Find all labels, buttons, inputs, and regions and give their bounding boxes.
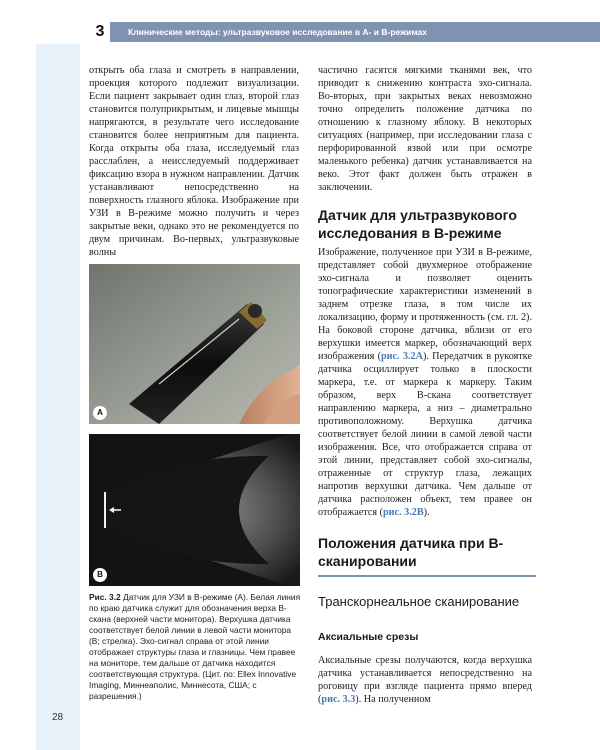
figure-photo-probe — [89, 264, 300, 424]
figure-bscan-image — [89, 434, 300, 586]
section-heading-probe: Датчик для ультразвукового исследования в В-режиме — [318, 207, 517, 241]
paragraph: открыть оба глаза и смотреть в направлении, проекция которого подлежит визуализации. Если пациент закрывает один глаз, второй глаз становится полуприкрытым, и лицевые мышцы напрягаются, в результате чего исследование становится более неприятным для пациента. Когда открыты оба глаза, исследуемый глаз расслаблен, а неисследуемый поддерживает фиксацию взора в нужном направлении. Датчик устанавливают непосредственно на поверхность глазного яблока. Изображение при УЗИ в В-режиме можно получить и через закрытые веки, однако это не рекомендуется по двум причинам. Во-первых, ультразвуковые волны — [89, 65, 299, 258]
figure-reference[interactable]: рис. 3.2В — [382, 507, 424, 518]
left-column-text — [89, 64, 299, 259]
section-probe-text — [318, 246, 532, 519]
paragraph: частично гасятся мягкими тканями век, что приводит к снижению контраста эхо-сигнала. Во-вторых, при закрытых веках невозможно точно определить положение датчика по отношению к глазному яблоку. В некоторых ситуациях (например, при исследовании глаза с перфорированной язвой или при осмотре маленького ребенка) датчик устанавливается на веко. Этот факт должен быть отражен в заключении. — [318, 65, 532, 193]
figure-reference[interactable]: рис. 3.2А — [380, 351, 423, 362]
text-run: ). Передатчик в рукоятке датчика осциллирует только в плоскости маркера, т.е. от маркера к маркеру. Таким образом, верх В-скана соответствует направлению маркера, а низ – диаметрально противоположному. Верхушка датчика соответствует белой линии в самой левой части изображения. Все, что отображается справа от этой линии, представляет собой эхо-сигналы, отраженные от структур глаза, лежащих напротив верхушки датчика. Чем дальше от датчика расположен объект, тем правее он отображается ( — [318, 351, 532, 518]
section-positions-text — [318, 654, 532, 706]
probe-photo-illustration — [89, 264, 300, 424]
caption-text: Датчик для УЗИ в В-режиме (А). Белая линия по краю датчика служит для обозначения верха В-скана (верхней части монитора). Верхушка датчика соответствует белой линии в левой части монитора (В; стрелка). Эхо-сигнал справа от этой линии отображает структуры глаза и глазницы. Чем правее на мониторе, тем дальше от датчика находится соответствующая структура. (Цит. по: Ellex Innovative Imaging, Миннеаполис, Миннесота, США; с разрешения.) — [89, 592, 301, 701]
text-run: Изображение, полученное при УЗИ в В-режиме, представляет собой двухмерное отображение эхо-сигнала и позволяет оценить топографические характеристики изменений в заднем отрезке глаза, в том числе их локализацию, форму и протяженность (см. гл. 2). На боковой стороне датчика, вблизи от его верхушки имеется маркер, обозначающий верх изображения ( — [318, 247, 532, 362]
text-run: Аксиальные срезы получаются, когда верхушка датчика устанавливается непосредственно на роговицу при взгляде пациента прямо вперед ( — [318, 655, 532, 705]
caption-label: Рис. 3.2 — [89, 592, 121, 602]
chapter-number: 3 — [90, 19, 110, 45]
text-run: ). На полученном — [355, 694, 431, 705]
paragraph — [318, 654, 532, 706]
bscan-illustration — [89, 434, 300, 586]
page-number: 28 — [52, 712, 64, 723]
paragraph — [318, 246, 532, 519]
figure-reference[interactable]: рис. 3.3 — [321, 694, 356, 705]
right-column-text — [318, 64, 532, 194]
text-run: ). — [423, 507, 430, 518]
subheading-transcorneal: Транскорнеальное сканирование — [318, 594, 520, 609]
chapter-title: Клинические методы: ультразвуковое исследование в А- и В-режимах — [128, 27, 428, 37]
figure-label-b: B — [93, 568, 107, 582]
section-rule — [318, 575, 536, 577]
figure-caption — [89, 592, 301, 702]
margin-strip — [36, 44, 80, 750]
figure-label-a: A — [93, 406, 107, 420]
subsubheading-axial: Аксиальные срезы — [318, 631, 419, 643]
section-heading-positions: Положения датчика при В-сканировании — [318, 535, 504, 569]
